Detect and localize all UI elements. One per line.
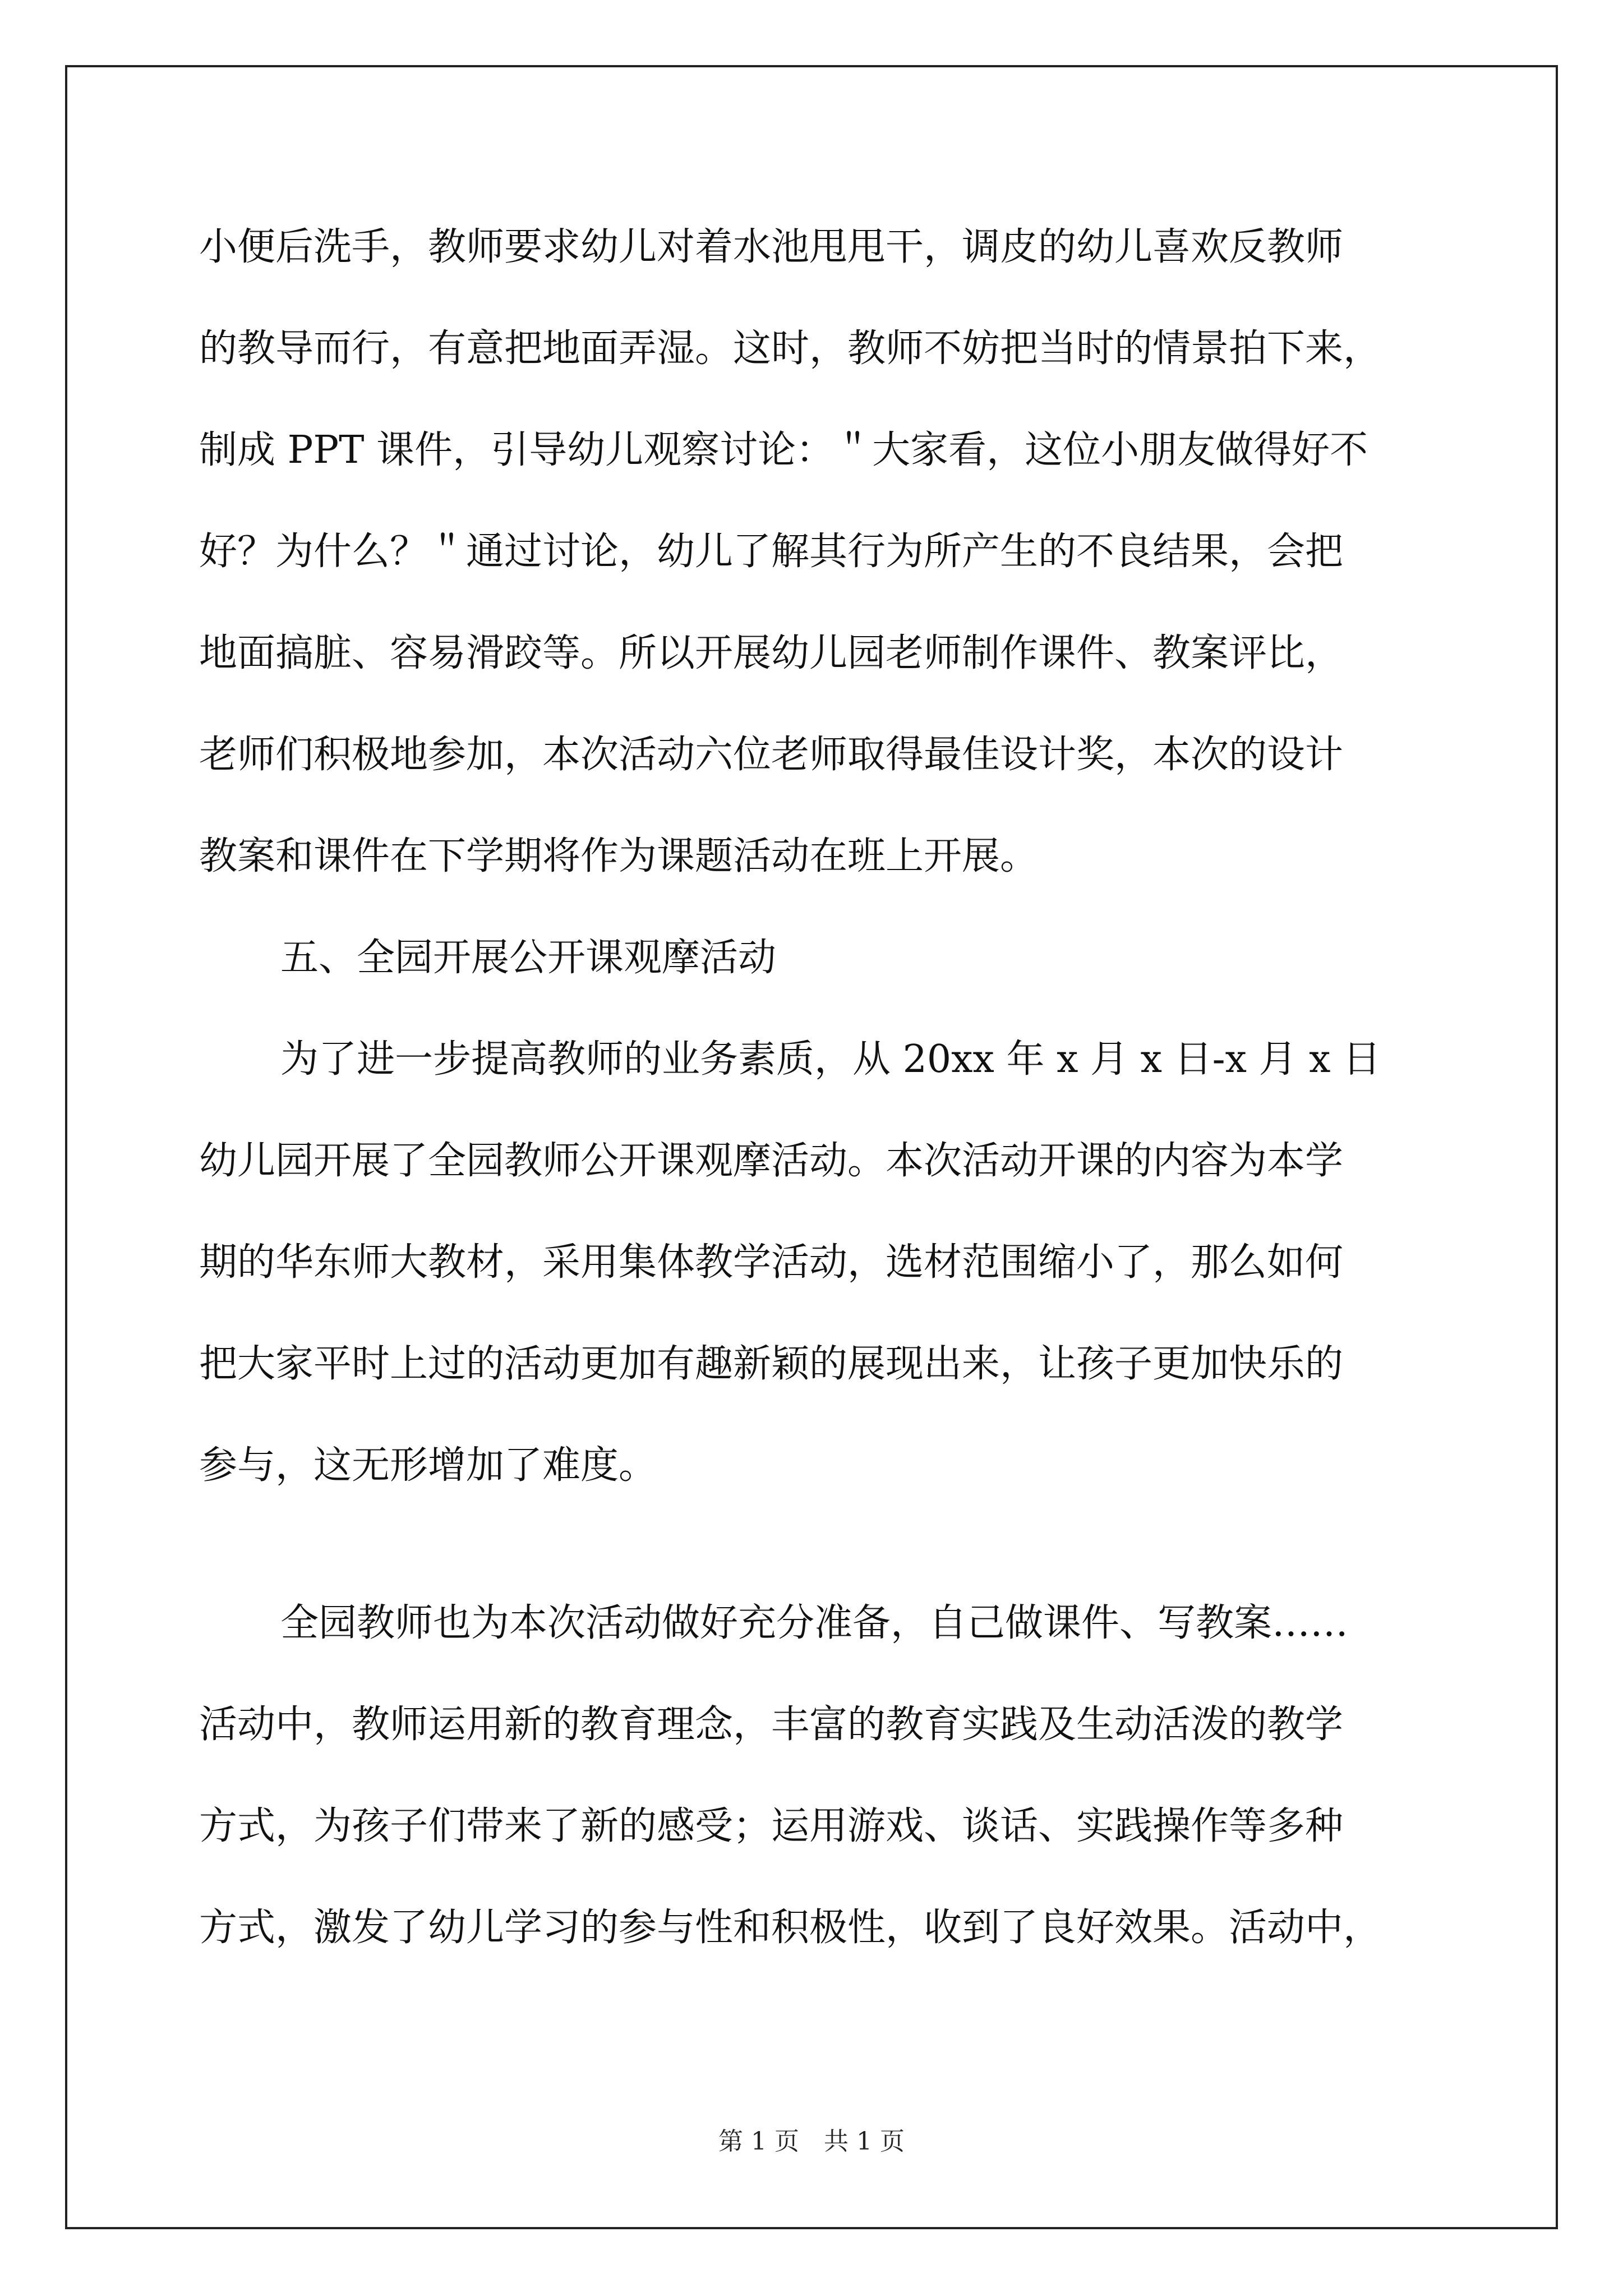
paragraph-first-line: 全园教师也为本次活动做好充分准备，自己做课件、写教案…… [280,1601,1349,1645]
text-line: 幼儿园开展了全园教师公开课观摩活动。本次活动开课的内容为本学 [199,1139,1344,1183]
section-heading: 五、全园开展公开课观摩活动 [280,936,777,980]
text-line: 期的华东师大教材，采用集体教学活动，选材范围缩小了，那么如何 [199,1240,1344,1285]
text-line: 地面搞脏、容易滑跤等。所以开展幼儿园老师制作课件、教案评比， [199,631,1344,675]
text-line: 老师们积极地参加，本次活动六位老师取得最佳设计奖，本次的设计 [199,733,1344,777]
text-line: 的教导而行，有意把地面弄湿。这时，教师不妨把当时的情景拍下来， [199,326,1382,371]
text-line: 方式，激发了幼儿学习的参与性和积极性，收到了良好效果。活动中， [199,1906,1382,1950]
text-line: 把大家平时上过的活动更加有趣新颖的展现出来，让孩子更加快乐的 [199,1342,1344,1386]
text-line: 小便后洗手，教师要求幼儿对着水池甩甩干，调皮的幼儿喜欢反教师 [199,225,1344,269]
text-line: 制成 PPT 课件，引导幼儿观察讨论：＂大家看，这位小朋友做得好不 [199,428,1368,472]
text-line: 教案和课件在下学期将作为课题活动在班上开展。 [199,834,1039,878]
paragraph-first-line: 为了进一步提高教师的业务素质，从 20xx 年 x 月 x 日-x 月 x 日 [280,1037,1381,1082]
text-line: 好？为什么？＂通过讨论，幼儿了解其行为所产生的不良结果，会把 [199,530,1344,574]
text-line: 活动中，教师运用新的教育理念，丰富的教育实践及生动活泼的教学 [199,1703,1344,1747]
text-line: 参与，这无形增加了难度。 [199,1443,657,1488]
page-number-footer: 第 1 页 共 1 页 [718,2127,905,2156]
text-line: 方式，为孩子们带来了新的感受；运用游戏、谈话、实践操作等多种 [199,1804,1344,1848]
